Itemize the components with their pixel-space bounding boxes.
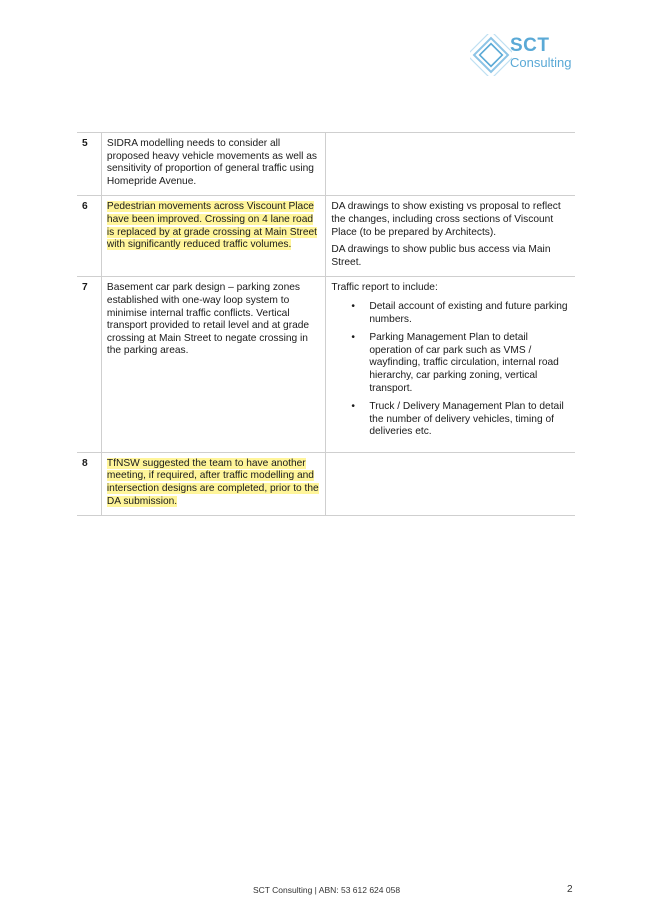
bullet-icon: • — [351, 332, 355, 344]
footer-company: SCT Consulting | ABN: 53 612 624 058 — [252, 885, 401, 895]
item-cell — [101, 277, 325, 453]
action-cell — [326, 452, 575, 515]
action-bullet-list — [331, 301, 570, 439]
bullet-text: Detail account of existing and future parking numbers. — [369, 300, 568, 325]
item-text: Pedestrian movements across Viscount Place have been improved. Crossing on 4 lane road is replaced by at grade crossing at Main Street with significantly reduced traffic volumes. — [106, 201, 317, 251]
bullet-text: Parking Management Plan to detail operation of car park such as VMS / wayfinding, traffic circulation, internal road hierarchy, car parking zoning, vertical transport. — [369, 332, 559, 394]
logo-text-sct: SCT — [510, 35, 550, 56]
row-number: 6 — [77, 196, 101, 277]
action-cell — [326, 196, 575, 277]
table-row — [77, 133, 575, 196]
bullet-icon: • — [351, 300, 355, 312]
action-cell — [326, 277, 575, 453]
table-row — [77, 452, 575, 515]
bullet-text: Truck / Delivery Management Plan to detail the number of delivery vehicles, timing of deliveries etc. — [369, 401, 564, 438]
table-row — [77, 196, 575, 277]
list-item — [351, 300, 570, 326]
diamond-icon — [470, 34, 512, 76]
list-item — [351, 332, 570, 395]
action-intro: Traffic report to include: — [331, 282, 438, 294]
logo-text-consulting: Consulting — [510, 55, 572, 70]
minutes-table — [77, 132, 575, 516]
item-text: SIDRA modelling needs to consider all proposed heavy vehicle movements as well as sensitivity of proportion of general traffic using Homepride Avenue. — [106, 138, 317, 187]
item-cell — [101, 196, 325, 277]
action-paragraph: DA drawings to show existing vs proposal to reflect the changes, including cross sections of Viscount Place (to be prepared by Architects). — [331, 201, 561, 238]
item-text: TfNSW suggested the team to have another meeting, if required, after traffic modelling and intersection designs are completed, prior to the DA submission. — [106, 457, 319, 507]
row-number: 8 — [77, 452, 101, 515]
action-cell — [326, 133, 575, 196]
row-number: 5 — [77, 133, 101, 196]
item-text: Basement car park design – parking zones established with one-way loop system to minimise internal traffic conflicts. Vertical transport provided to retail level and at grade crossing at Main Street to negate crossing in the parking areas. — [106, 282, 310, 357]
action-paragraph: DA drawings to show public bus access via Main Street. — [331, 244, 551, 268]
bullet-icon: • — [351, 401, 355, 413]
page-number: 2 — [567, 884, 573, 895]
item-cell — [101, 452, 325, 515]
list-item — [351, 401, 570, 439]
table-row — [77, 277, 575, 453]
row-number: 7 — [77, 277, 101, 453]
item-cell — [101, 133, 325, 196]
sct-logo — [470, 34, 590, 76]
